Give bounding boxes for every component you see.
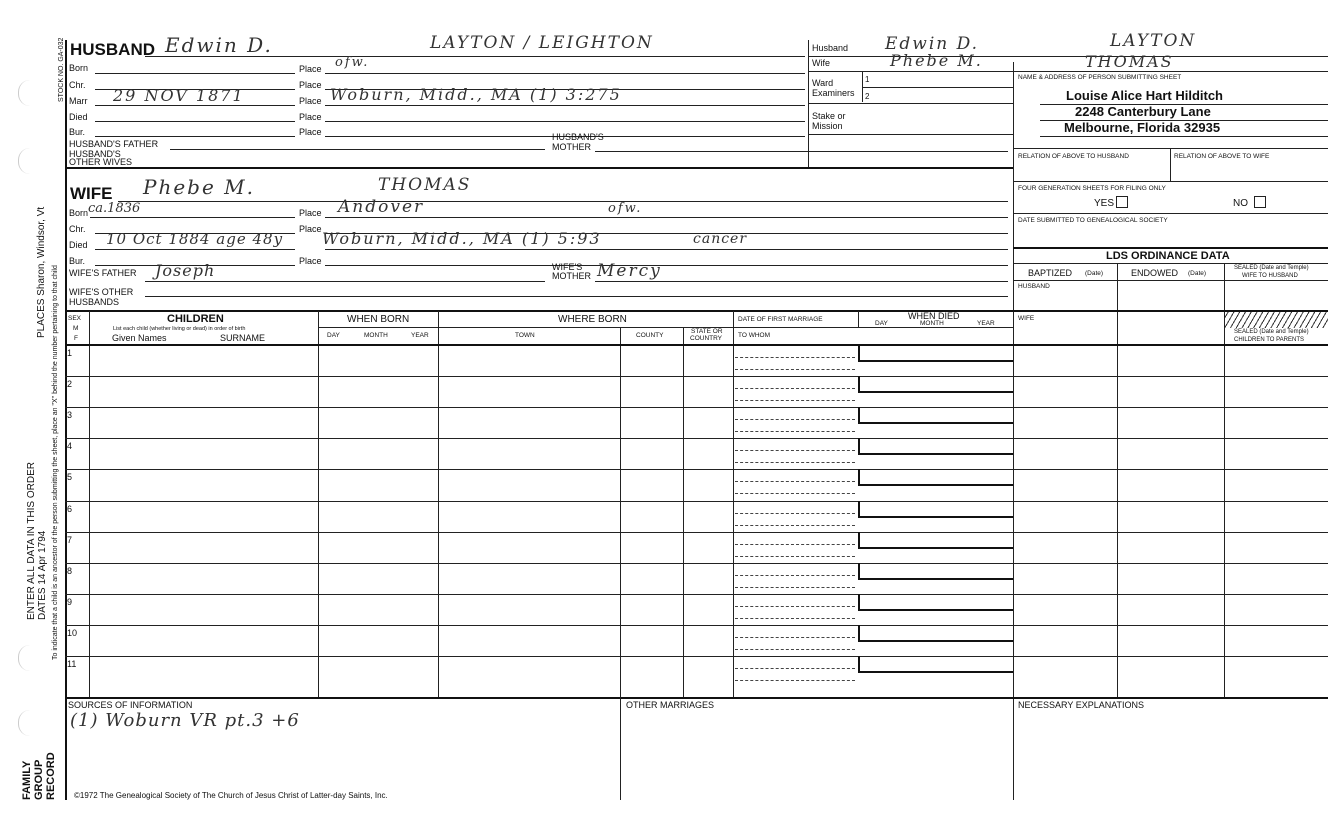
other-marriages-label: OTHER MARRIAGES — [626, 700, 715, 710]
marr-date-line[interactable] — [95, 105, 295, 106]
header-divider — [318, 327, 438, 328]
examiner-2: 2 — [865, 92, 870, 101]
four-generation-label: FOUR GENERATION SHEETS FOR FILING ONLY — [1018, 185, 1166, 192]
state-label-2: COUNTRY — [690, 335, 723, 342]
to-whom-dash — [735, 587, 855, 588]
dates-label: DATES 14 Apr 1794 — [37, 530, 48, 620]
no-label: NO — [1233, 198, 1248, 209]
marriage-date-dash — [735, 668, 855, 669]
ward-wife-surname[interactable]: THOMAS — [1085, 52, 1174, 71]
wifes-other-husbands-label-1: WIFE'S OTHER — [69, 287, 134, 297]
husbands-mother-label-2: MOTHER — [552, 142, 591, 152]
wife-died-date[interactable]: 10 Oct 1884 age 48y — [106, 230, 284, 248]
marr-place-line[interactable] — [325, 105, 805, 106]
husbands-other-wives-label-1: HUSBAND'S — [69, 149, 121, 159]
endowed-date-label: (Date) — [1188, 270, 1207, 277]
wifes-mother-label-1: WIFE'S — [552, 262, 583, 272]
place-label: Place — [299, 96, 322, 106]
record-title-2: GROUP — [33, 759, 45, 800]
copyright: ©1972 The Genealogical Society of The Church of Jesus Christ of Latter-day Saints, Inc. — [74, 791, 388, 800]
chr-label: Chr. — [69, 224, 86, 234]
county-label: COUNTY — [636, 332, 664, 339]
sealed-children-label-2: CHILDREN TO PARENTS — [1234, 337, 1305, 343]
header-divider — [438, 327, 733, 328]
place-label: Place — [299, 256, 322, 266]
punch-mark — [18, 645, 31, 671]
places-label: PLACES Sharon, Windsor, Vt — [36, 206, 47, 338]
to-whom-dash — [735, 525, 855, 526]
marriage-date-dash — [735, 419, 855, 420]
to-whom-dash — [735, 369, 855, 370]
marriage-date[interactable]: 29 NOV 1871 — [113, 86, 245, 105]
wife-died-place[interactable]: Woburn, Midd., MA (1) 5:93 — [322, 229, 602, 248]
place-label: Place — [299, 64, 322, 74]
marriage-date-dash — [735, 481, 855, 482]
born-place-line[interactable] — [325, 73, 805, 74]
child-row-number: 6 — [67, 503, 73, 514]
wife-surname[interactable]: THOMAS — [378, 175, 472, 195]
yes-checkbox[interactable] — [1116, 196, 1128, 208]
ward-line — [808, 134, 1013, 135]
when-died-box[interactable] — [858, 438, 1013, 455]
no-checkbox[interactable] — [1254, 196, 1266, 208]
wife-born-extra[interactable]: ofw. — [608, 201, 643, 216]
punch-mark — [18, 710, 31, 736]
ward-wife-label: Wife — [812, 58, 830, 68]
when-died-label: WHEN DIED — [908, 311, 960, 321]
sealed-wife-label-1: SEALED (Date and Temple) — [1234, 265, 1309, 271]
lds-title: LDS ORDINANCE DATA — [1106, 250, 1230, 262]
section-divider — [65, 310, 1328, 312]
died-year-label: YEAR — [977, 320, 995, 327]
stake-label: Stake or — [812, 111, 846, 121]
born-date-line[interactable] — [95, 73, 295, 74]
born-label: Born — [69, 208, 89, 218]
husband-born-place[interactable]: ofw. — [335, 55, 370, 70]
children-title: CHILDREN — [167, 313, 224, 325]
wife-born-place[interactable]: Andover — [338, 197, 425, 217]
wifes-other-husbands-line[interactable] — [145, 296, 1008, 297]
when-died-box[interactable] — [858, 594, 1013, 611]
sources-label: SOURCES OF INFORMATION — [68, 700, 193, 710]
baptized-date-label: (Date) — [1085, 270, 1104, 277]
date-submitted-label: DATE SUBMITTED TO GENEALOGICAL SOCIETY — [1018, 217, 1168, 224]
died-label: Died — [69, 112, 88, 122]
child-row-number: 9 — [67, 596, 73, 607]
child-row-number: 10 — [67, 627, 78, 638]
baptized-label: BAPTIZED — [1028, 268, 1073, 278]
ward-line — [808, 71, 1328, 72]
hatched-area — [1225, 312, 1328, 328]
place-label: Place — [299, 127, 322, 137]
divider — [1013, 280, 1328, 281]
punch-mark — [18, 148, 31, 174]
examiner-line[interactable] — [862, 87, 1013, 88]
town-label: TOWN — [515, 332, 535, 339]
wifes-mother-label-2: MOTHER — [552, 271, 591, 281]
child-row-number: 4 — [67, 441, 73, 452]
to-whom-dash — [735, 618, 855, 619]
husbands-mother-line[interactable] — [595, 151, 1008, 152]
to-whom-dash — [735, 493, 855, 494]
born-label: Born — [69, 63, 89, 73]
yes-label: YES — [1094, 198, 1115, 209]
lds-wife-label: WIFE — [1018, 315, 1035, 322]
wife-born-date[interactable]: ca.1836 — [88, 201, 141, 216]
child-row-number: 1 — [67, 348, 73, 358]
examiners-label: Examiners — [812, 88, 855, 98]
divider — [1013, 181, 1328, 182]
child-row-number: 11 — [67, 659, 77, 669]
record-title-3: RECORD — [45, 752, 57, 800]
marriage-date-dash — [735, 575, 855, 576]
day-label: DAY — [327, 332, 340, 339]
column-divider — [858, 311, 859, 328]
examiner-1: 1 — [865, 75, 870, 84]
divider — [1117, 263, 1118, 699]
child-row-number: 5 — [67, 472, 73, 483]
place-label: Place — [299, 208, 322, 218]
bur-label: Bur. — [69, 127, 86, 137]
record-title-1: FAMILY — [21, 760, 33, 800]
marriage-date-dash — [735, 357, 855, 358]
when-died-box[interactable] — [858, 407, 1013, 424]
when-died-box[interactable] — [858, 563, 1013, 580]
died-day-label: DAY — [875, 320, 888, 327]
ward-wife-name[interactable]: Phebe M. — [890, 51, 983, 70]
ward-husband-surname[interactable]: LAYTON — [1110, 31, 1197, 51]
chr-label: Chr. — [69, 80, 86, 90]
endowed-label: ENDOWED — [1131, 268, 1178, 278]
when-died-box[interactable] — [858, 345, 1013, 362]
address-line — [1040, 136, 1328, 137]
husbands-other-wives-label-2: OTHER WIVES — [69, 157, 133, 167]
divider — [1013, 247, 1328, 249]
sources-text[interactable]: (1) Woburn VR pt.3 +6 — [70, 710, 300, 731]
husband-surname[interactable]: LAYTON / LEIGHTON — [430, 33, 654, 53]
when-died-box[interactable] — [858, 501, 1013, 518]
submitter-name[interactable]: Louise Alice Hart Hilditch — [1066, 88, 1223, 103]
child-row-number: 2 — [67, 379, 73, 390]
relation-husband-label: RELATION OF ABOVE TO HUSBAND — [1018, 153, 1129, 160]
month-label: MONTH — [364, 332, 388, 339]
necessary-explanations-label: NECESSARY EXPLANATIONS — [1018, 700, 1145, 710]
column-divider — [620, 697, 621, 800]
given-names-label: Given Names — [112, 333, 167, 343]
child-row-number: 7 — [67, 534, 73, 545]
submitter-street[interactable]: 2248 Canterbury Lane — [1075, 104, 1211, 119]
wife-born-date-line[interactable] — [90, 217, 295, 218]
marriage-date-dash — [735, 606, 855, 607]
ward-husband-label: Husband — [812, 43, 849, 53]
year-label: YEAR — [411, 332, 429, 339]
when-born-label: WHEN BORN — [347, 314, 410, 325]
wifes-father-line[interactable] — [145, 281, 545, 282]
ward-husband-name[interactable]: Edwin D. — [885, 34, 980, 54]
relation-wife-label: RELATION OF ABOVE TO WIFE — [1174, 153, 1270, 160]
husbands-father-label: HUSBAND'S FATHER — [69, 139, 159, 149]
place-label: Place — [299, 112, 322, 122]
marriage-place[interactable]: Woburn, Midd., MA (1) 3:275 — [330, 85, 622, 104]
to-whom-dash — [735, 400, 855, 401]
lds-husband-label: HUSBAND — [1018, 283, 1050, 290]
marriage-date-dash — [735, 513, 855, 514]
wife-given-name[interactable]: Phebe M. — [143, 175, 256, 199]
wifes-other-husbands-label-2: HUSBANDS — [69, 297, 120, 307]
when-died-box[interactable] — [858, 376, 1013, 393]
ward-line — [808, 56, 1328, 57]
husband-given-name[interactable]: Edwin D. — [165, 33, 273, 57]
wifes-mother-name[interactable]: Mercy — [597, 261, 662, 281]
when-died-box[interactable] — [858, 532, 1013, 549]
to-whom-dash — [735, 431, 855, 432]
first-marriage-label: DATE OF FIRST MARRIAGE — [738, 316, 823, 323]
wifes-father-label: WIFE'S FATHER — [69, 268, 137, 278]
child-row-number: 8 — [67, 565, 73, 576]
place-label: Place — [299, 224, 322, 234]
divider — [1170, 148, 1171, 181]
divider — [1224, 263, 1225, 699]
marr-label: Marr — [69, 96, 88, 106]
submitter-city[interactable]: Melbourne, Florida 32935 — [1064, 120, 1221, 135]
footer-top-line — [65, 697, 1328, 699]
when-died-box[interactable] — [858, 656, 1013, 673]
ward-line — [808, 103, 1013, 104]
bur-label: Bur. — [69, 256, 86, 266]
child-row-number: 3 — [67, 410, 73, 421]
died-label: Died — [69, 240, 88, 250]
when-died-box[interactable] — [858, 625, 1013, 642]
divider — [1013, 213, 1328, 214]
wife-name-line — [118, 201, 1008, 202]
wife-heading: WIFE — [70, 184, 113, 203]
sex-label: SEX — [68, 315, 82, 322]
ancestor-instruction: To indicate that a child is an ancestor of the person submitting the sheet, place an "X" behind the number pertaining to that child — [52, 265, 59, 660]
to-whom-dash — [735, 556, 855, 557]
to-whom-dash — [735, 649, 855, 650]
wifes-father-name[interactable]: Joseph — [155, 261, 216, 280]
punch-mark — [18, 80, 31, 106]
sex-f-label: F — [74, 335, 78, 342]
stock-number: STOCK NO. GA-032 — [58, 37, 65, 102]
sealed-wife-label-2: WIFE TO HUSBAND — [1242, 273, 1298, 279]
wife-died-place-line[interactable] — [325, 249, 1008, 250]
enter-order-label: ENTER ALL DATA IN THIS ORDER — [26, 462, 37, 620]
bur-date-line[interactable] — [95, 136, 295, 137]
to-whom-dash — [735, 680, 855, 681]
husbands-mother-label-1: HUSBAND'S — [552, 132, 604, 142]
wife-bur-place-line[interactable] — [325, 265, 1008, 266]
marriage-date-dash — [735, 637, 855, 638]
mission-label: Mission — [812, 121, 843, 131]
died-month-label: MONTH — [920, 320, 944, 327]
when-died-box[interactable] — [858, 469, 1013, 486]
sealed-children-label-1: SEALED (Date and Temple) — [1234, 329, 1309, 335]
to-whom-label: TO WHOM — [738, 332, 771, 339]
where-born-label: WHERE BORN — [558, 314, 627, 325]
wifes-mother-line[interactable] — [595, 281, 1008, 282]
divider — [1013, 62, 1014, 800]
wife-born-place-line[interactable] — [325, 217, 1008, 218]
divider — [1013, 263, 1328, 264]
section-divider — [65, 167, 1013, 169]
children-instruction: List each child (whether living or dead) in order of birth — [113, 326, 246, 332]
wife-died-date-line[interactable] — [95, 249, 295, 250]
marriage-date-dash — [735, 388, 855, 389]
place-label: Place — [299, 80, 322, 90]
husbands-father-line[interactable] — [170, 149, 545, 150]
marriage-date-dash — [735, 544, 855, 545]
wife-died-cause[interactable]: cancer — [693, 231, 748, 247]
header-divider — [733, 327, 858, 328]
surname-label: SURNAME — [220, 333, 266, 343]
sex-m-label: M — [73, 325, 79, 332]
submitter-label: NAME & ADDRESS OF PERSON SUBMITTING SHEET — [1018, 74, 1182, 81]
husband-heading: HUSBAND — [70, 40, 155, 59]
to-whom-dash — [735, 462, 855, 463]
died-date-line[interactable] — [95, 121, 295, 122]
state-label-1: STATE OR — [691, 328, 723, 335]
marriage-date-dash — [735, 450, 855, 451]
header-divider — [858, 327, 1013, 328]
ward-label: Ward — [812, 78, 834, 88]
died-place-line[interactable] — [325, 121, 805, 122]
